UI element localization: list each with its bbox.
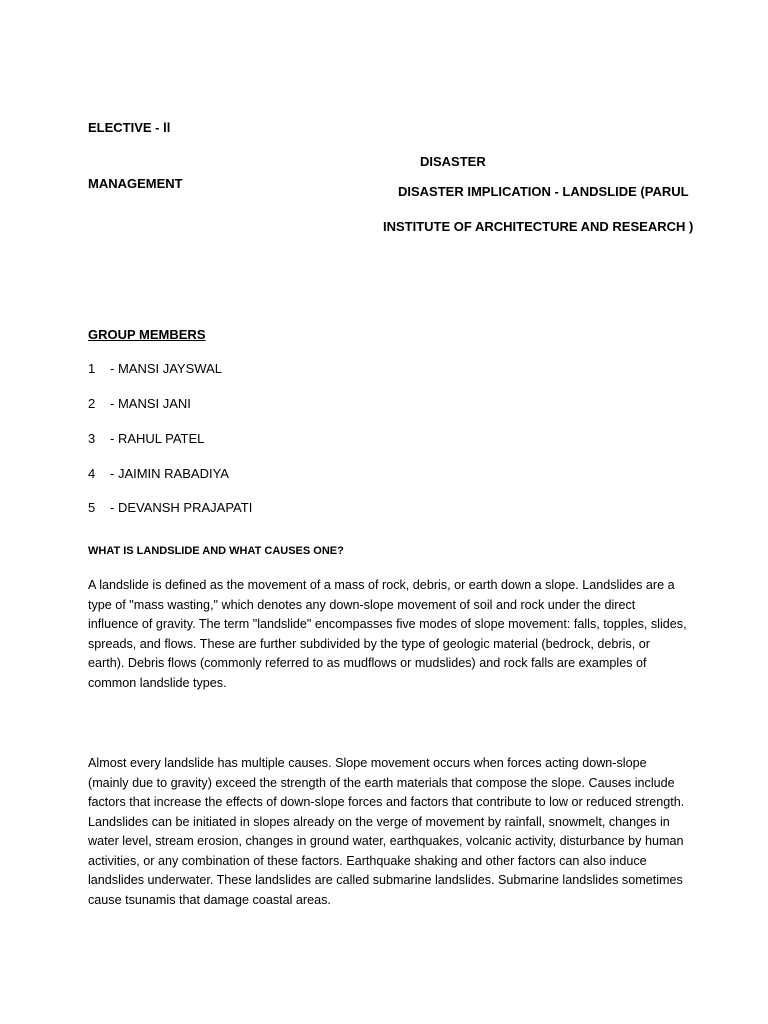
member-name: - DEVANSH PRAJAPATI [110,500,253,515]
list-item [88,466,229,481]
group-members-heading: GROUP MEMBERS [88,327,206,342]
list-item [88,361,222,376]
member-number: 5 [88,500,96,515]
member-number: 2 [88,396,96,411]
title-line-1: DISASTER IMPLICATION - LANDSLIDE (PARUL [398,184,689,199]
member-name: - MANSI JANI [110,396,191,411]
disaster-label: DISASTER [420,154,486,169]
list-item [88,431,204,446]
section-heading: WHAT IS LANDSLIDE AND WHAT CAUSES ONE? [88,545,344,557]
member-name: - RAHUL PATEL [110,431,205,446]
member-name: - MANSI JAYSWAL [110,361,222,376]
management-label: MANAGEMENT [88,176,183,191]
member-name: - JAIMIN RABADIYA [110,466,229,481]
list-item [88,396,191,411]
member-number: 1 [88,361,96,376]
list-item [88,500,252,515]
paragraph-causes: Almost every landslide has multiple causes. Slope movement occurs when forces acting down-slope (mainly due to gravity) exceed the strength of the earth materials that compose the slope. Causes include factors that increase the effects of down-slope forces and factors that contribute to low or reduced strength. Landslides can be initiated in slopes already on the verge of movement by rainfall, snowmelt, changes in water level, stream erosion, changes in ground water, earthquakes, volcanic activity, disturbance by human activities, or any combination of these factors. Earthquake shaking and other factors can also induce landslides underwater. These landslides are called submarine landslides. Submarine landslides sometimes cause tsunamis that damage coastal areas. [88,756,685,907]
member-number: 4 [88,466,96,481]
elective-label: ELECTIVE - ll [88,120,171,135]
title-line-2: INSTITUTE OF ARCHITECTURE AND RESEARCH ) [383,219,694,234]
member-number: 3 [88,431,96,446]
paragraph-definition: A landslide is defined as the movement of a mass of rock, debris, or earth down a slope. Landslides are a type of "mass wasting," which denotes any down-slope movement of soil and rock under the direct influence of gravity. The term "landslide" encompasses five modes of slope movement: falls, topples, slides, spreads, and flows. These are further subdivided by the type of geologic material (bedrock, debris, or earth). Debris flows (commonly referred to as mudflows or mudslides) and rock falls are examples of common landslide types. [88,578,687,690]
